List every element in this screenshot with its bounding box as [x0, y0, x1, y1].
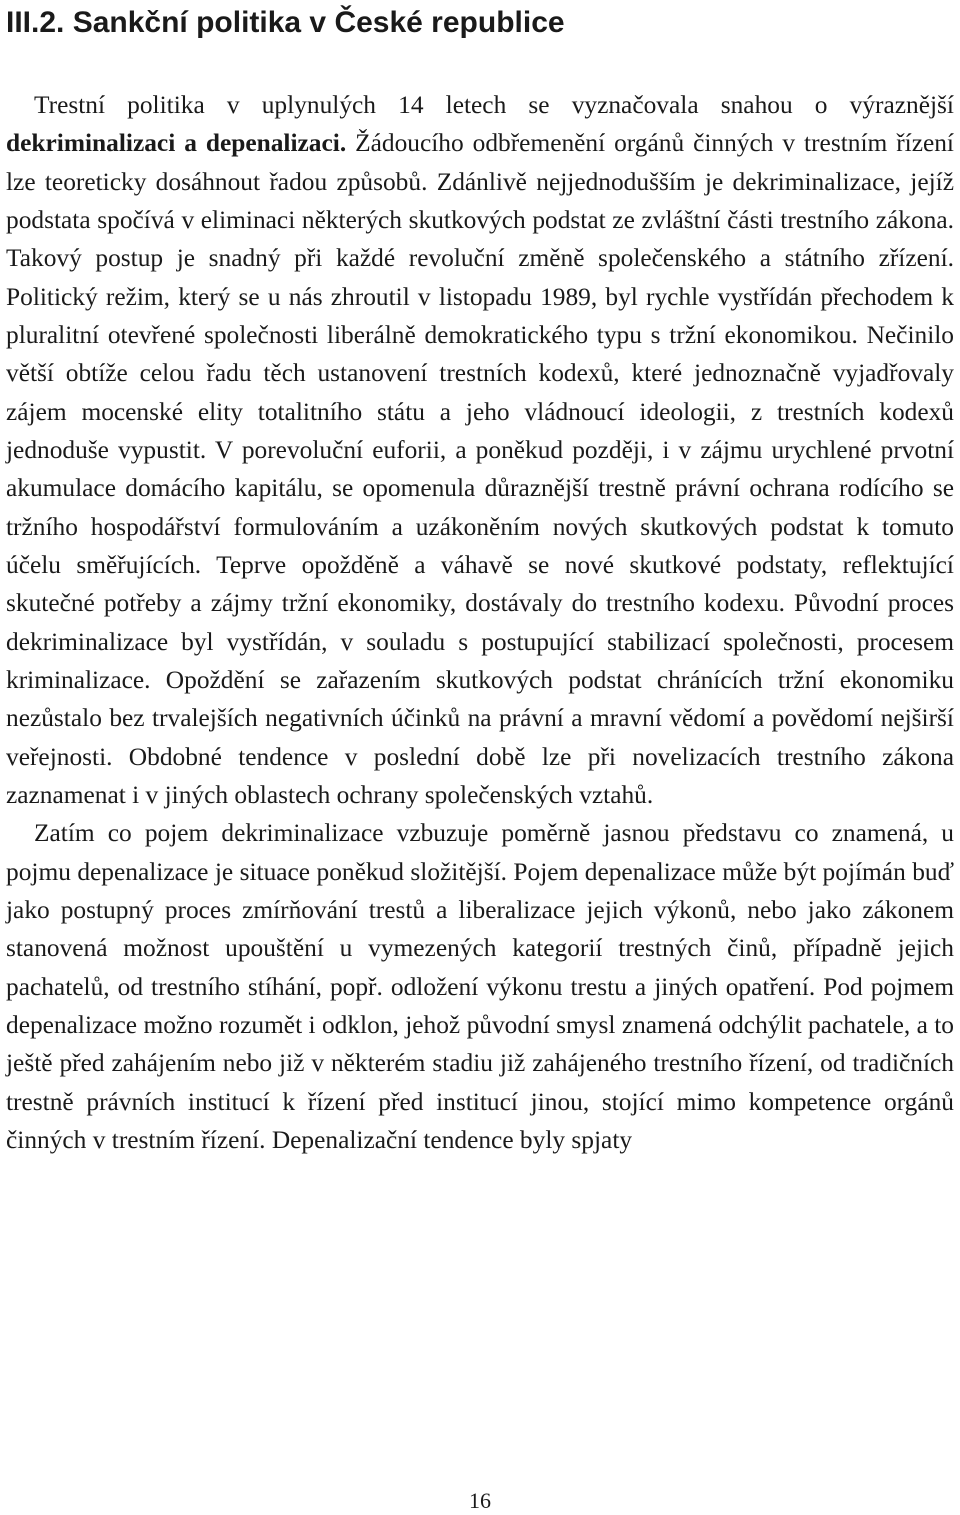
- paragraph-1-text-rest: Žádoucího odbřemenění orgánů činných v trestním řízení lze teoreticky dosáhnout řadou způsobů. Zdánlivě nejjednodušším je dekriminalizace, jejíž podstata spočívá v eliminaci některých skutkových podstat ze zvláštní části trestního zákona. Takový postup je snadný při každé revoluční změně společenského a státního zřízení. Politický režim, který se u nás zhroutil v listopadu 1989, byl rychle vystřídán přechodem k pluralitní otevřené společnosti liberálně demokratického typu s tržní ekonomikou. Nečinilo větší obtíže celou řadu těch ustanovení trestních kodexů, které jednoznačně vyjadřovaly zájem mocenské elity totalitního státu a jeho vládnoucí ideologii, z trestních kodexů jednoduše vypustit. V porevoluční euforii, a poněkud později, i v zájmu urychlené prvotní akumulace domácího kapitálu, se opomenula důraznější trestně právní ochrana rodícího se tržního hospodářství formulováním a uzákoněním nových skutkových podstat k tomuto účelu směřujících. Teprve opožděně a váhavě se nové skutkové podstaty, reflektující skutečné potřeby a zájmy tržní ekonomiky, dostávaly do trestního kodexu. Původní proces dekriminalizace byl vystřídán, v souladu s postupující stabilizací společnosti, procesem kriminalizace. Opoždění se zařazením skutkových podstat chránících tržní ekonomiku nezůstalo bez trvalejších negativních účinků na právní a mravní vědomí a povědomí nejširší veřejnosti. Obdobné tendence v poslední době lze při novelizacích trestního zákona zaznamenat i v jiných oblastech ochrany společenských vztahů.: [6, 129, 954, 809]
- paragraph-1-text-start: Trestní politika v uplynulých 14 letech se vyznačovala snahou o výraznější: [34, 91, 954, 119]
- paragraph-1: [6, 86, 954, 814]
- paragraph-2: Zatím co pojem dekriminalizace vzbuzuje poměrně jasnou představu co znamená, u pojmu depenalizace je situace poněkud složitější. Pojem depenalizace může být pojímán buď jako postupný proces zmírňování trestů a liberalizace jejich výkonů, nebo jako zákonem stanovená možnost upouštění u vymezených kategorií trestných činů, případně jejich pachatelů, od trestního stíhání, popř. odložení výkonu trestu a jiných opatření. Pod pojmem depenalizace možno rozumět i odklon, jehož původní smysl znamená odchýlit pachatele, a to ještě před zahájením nebo již v některém stadiu již zahájeného trestního řízení, od tradičních trestně právních institucí k řízení před institucí jinou, stojící mimo kompetence orgánů činných v trestním řízení. Depenalizační tendence byly spjaty: [6, 819, 954, 1154]
- document-page: [6, 0, 954, 1159]
- page-number: 16: [469, 1488, 491, 1513]
- paragraph-1-bold-phrase: dekriminalizaci a depenalizaci.: [6, 129, 347, 158]
- section-heading: III.2. Sankční politika v České republice: [6, 6, 565, 39]
